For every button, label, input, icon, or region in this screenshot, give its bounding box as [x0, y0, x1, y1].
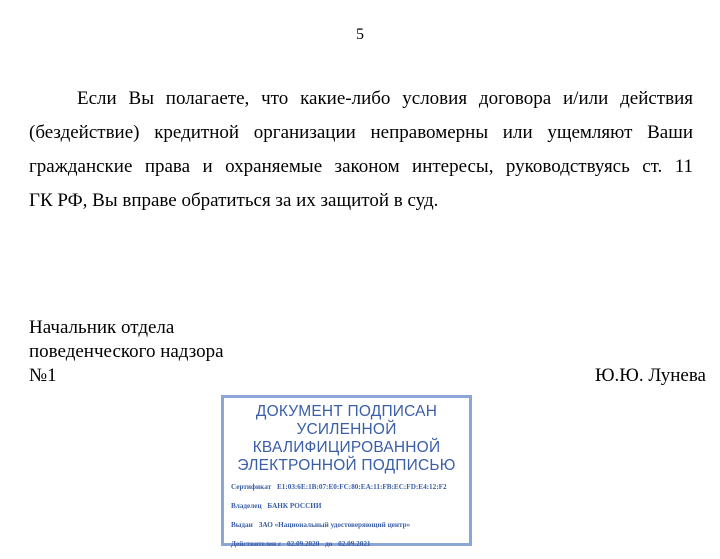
- electronic-signature-stamp: [221, 395, 472, 546]
- signer-title-line: №1: [29, 365, 57, 386]
- stamp-details: [231, 483, 469, 548]
- stamp-valid-label: Действителен с: [231, 540, 282, 548]
- stamp-title: [224, 403, 469, 475]
- body-line: (бездействие) кредитной организации неправомерны или ущемляют Ваши: [29, 122, 693, 143]
- stamp-valid-from: 02.09.2020: [286, 540, 320, 548]
- stamp-validity: [231, 540, 469, 548]
- stamp-title-line: КВАЛИФИЦИРОВАННОЙ: [252, 439, 441, 456]
- stamp-certificate-value: E1:03:6E:1B:07:E0:FC:80:EA:11:FB:EC:FD:E4:12:F2: [276, 483, 447, 491]
- stamp-certificate-label: Сертификат: [231, 483, 272, 491]
- body-line: Если Вы полагаете, что какие-либо условия договора и/или действия: [77, 88, 693, 109]
- stamp-certificate: [231, 483, 469, 491]
- page-number: 5: [356, 26, 364, 43]
- stamp-owner-label: Владелец: [231, 502, 262, 510]
- signer-name: Ю.Ю. Лунева: [595, 365, 706, 386]
- signer-title-line: Начальник отдела: [29, 317, 175, 338]
- body-line: гражданские права и охраняемые законом интересы, руководствуясь ст. 11: [29, 156, 693, 177]
- stamp-title-line: УСИЛЕННОЙ: [296, 421, 397, 438]
- stamp-title-line: ДОКУМЕНТ ПОДПИСАН: [255, 403, 438, 420]
- signer-title-line: поведенческого надзора: [29, 341, 224, 362]
- stamp-owner: [231, 502, 469, 510]
- body-paragraph: [29, 82, 693, 218]
- stamp-valid-to-label: до: [325, 540, 333, 548]
- signer-title: [29, 316, 224, 388]
- stamp-title-line: ЭЛЕКТРОННОЙ ПОДПИСЬЮ: [237, 457, 456, 474]
- body-line: ГК РФ, Вы вправе обратиться за их защитой в суд.: [29, 190, 439, 211]
- stamp-issuer: [231, 521, 469, 529]
- stamp-owner-value: БАНК РОССИИ: [267, 502, 322, 510]
- stamp-valid-to: 02.09.2021: [338, 540, 371, 548]
- stamp-issuer-value: ЗАО «Национальный удостоверяющий центр»: [258, 521, 411, 529]
- stamp-issuer-label: Выдан: [231, 521, 253, 529]
